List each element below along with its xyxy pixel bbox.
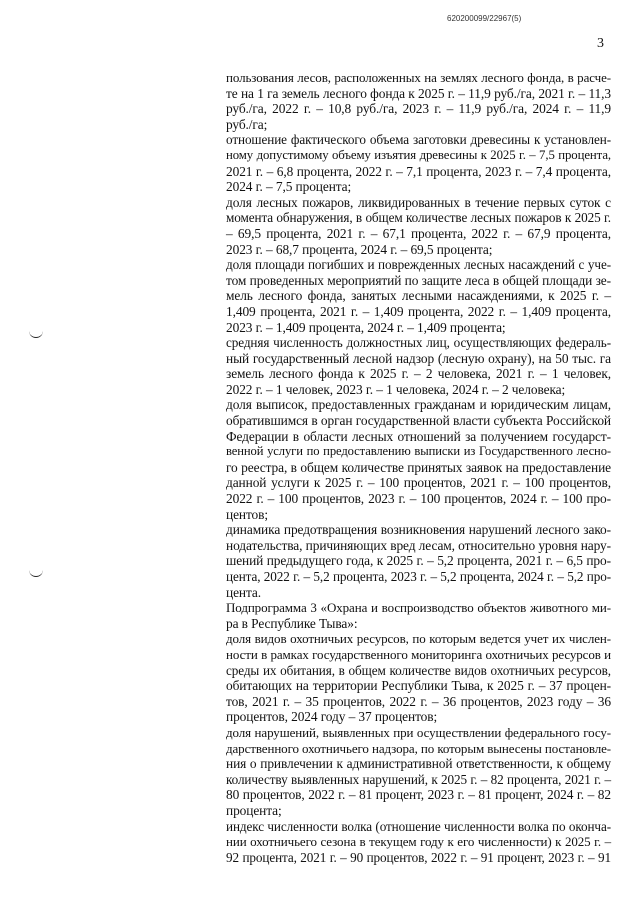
text-line: среды их обитания, в общем количестве видов охотничьих ресурсов, [226,662,611,678]
margin-mark-icon [29,331,43,338]
text-line: индекс численности волка (отношение численности волка по оконча- [226,818,611,834]
text-line: данной услуги к 2025 г. – 100 процентов, 2021 г. – 100 процентов, [226,475,611,491]
text-line: руб./га, 2022 г. – 10,8 руб./га, 2023 г. – 11,9 руб./га, 2024 г. – 11,9 [226,101,611,117]
text-line: Федерации в области лесных отношений за получением государст- [226,428,611,444]
margin-mark-icon [29,570,43,577]
text-line: земель лесного фонда к 2025 г. – 2 человека, 2021 г. – 1 человек, [226,366,611,382]
text-line: 2021 г. – 6,8 процента, 2022 г. – 7,1 процента, 2023 г. – 7,4 процента, [226,163,611,179]
text-line: 2022 г. – 1 человек, 2023 г. – 1 человека, 2024 г. – 2 человека; [226,381,566,397]
text-line: том проведенных мероприятий по защите леса в общей площади зе- [226,272,611,288]
text-line: 80 процентов, 2022 г. – 81 процент, 2023 г. – 81 процент, 2024 г. – 82 [226,787,611,803]
text-line: обратившимся в орган государственной власти субъекта Российской [226,413,611,429]
document-code: 620200099/22967(5) [447,14,522,23]
text-line: процентов, 2024 году – 37 процентов; [226,709,438,725]
text-line: доля нарушений, выявленных при осуществлении федерального госу- [226,724,611,740]
text-line: цента, 2022 г. – 5,2 процента, 2023 г. – 5,2 процента, 2024 г. – 5,2 про- [226,569,611,584]
text-line: шений предыдущего года, к 2025 г. – 5,2 процента, 2021 г. – 6,5 про- [226,553,611,569]
text-line: доля видов охотничьих ресурсов, по которым ведется учет их числен- [226,631,611,647]
text-line: 2024 г. – 7,5 процента; [226,179,352,195]
text-line: динамика предотвращения возникновения нарушений лесного зако- [226,522,611,538]
text-line: центов; [226,506,268,522]
text-line: количеству выявленных нарушений, к 2025 г. – 82 процента, 2021 г. – [226,771,611,787]
text-line: доля выписок, предоставленных гражданам и юридическим лицам, [226,397,611,413]
text-line: тов, 2021 г. – 35 процентов, 2022 г. – 36 процентов, 2023 году – 36 [226,693,611,709]
text-line: 2023 г. – 68,7 процента, 2024 г. – 69,5 процента; [226,241,493,257]
text-line: доля площади погибших и поврежденных лесных насаждений с уче- [226,257,611,273]
text-line: руб./га; [226,116,268,132]
text-line: цента. [226,584,261,600]
body-text [226,70,611,865]
text-line: 92 процента, 2021 г. – 90 процентов, 2022 г. – 91 процент, 2023 г. – 91 [226,849,611,865]
text-line: венной услуги по предоставлению выписки из Государственного лесно- [226,444,611,459]
text-line: средняя численность должностных лиц, осуществляющих федераль- [226,335,611,351]
text-line: дарственного охотничьего надзора, по которым вынесены постановле- [226,740,611,756]
text-line: отношение фактического объема заготовки древесины к установлен- [226,132,611,148]
text-line: нии охотничьего сезона в текущем году к его численности) к 2025 г. – [226,834,611,850]
text-line: 2022 г. – 100 процентов, 2023 г. – 100 процентов, 2024 г. – 100 про- [226,491,611,507]
text-line: ному допустимому объему изъятия древесины к 2025 г. – 7,5 процента, [226,147,611,162]
text-line: – 69,5 процента, 2021 г. – 67,1 процента, 2022 г. – 67,9 процента, [226,225,611,241]
text-line: ния о привлечении к административной ответственности, к общему [226,756,611,772]
text-line: 2023 г. – 1,409 процента, 2024 г. – 1,409 процента; [226,319,506,335]
text-line: процента; [226,802,282,818]
text-line: доля лесных пожаров, ликвидированных в течение первых суток с [226,194,611,210]
text-line: обитающих на территории Республики Тыва, к 2025 г. – 37 процен- [226,678,611,694]
text-line: Подпрограмма 3 «Охрана и воспроизводство объектов животного ми- [226,600,611,616]
text-line: ра в Республике Тыва»: [226,615,358,631]
text-line: пользования лесов, расположенных на землях лесного фонда, в расче- [226,70,611,85]
text-line: те на 1 га земель лесного фонда к 2025 г. – 11,9 руб./га, 2021 г. – 11,3 [226,85,611,101]
text-line: го реестра, в общем количестве принятых заявок на предоставление [226,459,611,475]
page-number: 3 [597,36,604,51]
text-line: ный государственный лесной надзор (лесную охрану), на 50 тыс. га [226,350,611,366]
text-line: мель лесного фонда, занятых лесными насаждениями, к 2025 г. – [226,288,611,304]
text-line: момента обнаружения, в общем количестве лесных пожаров к 2025 г. [226,210,611,226]
text-line: нодательства, причиняющих вред лесам, относительно уровня нару- [226,537,611,553]
text-line: ности в рамках государственного мониторинга охотничьих ресурсов и [226,646,611,662]
text-line: 1,409 процента, 2021 г. – 1,409 процента, 2022 г. – 1,409 процента, [226,303,611,319]
